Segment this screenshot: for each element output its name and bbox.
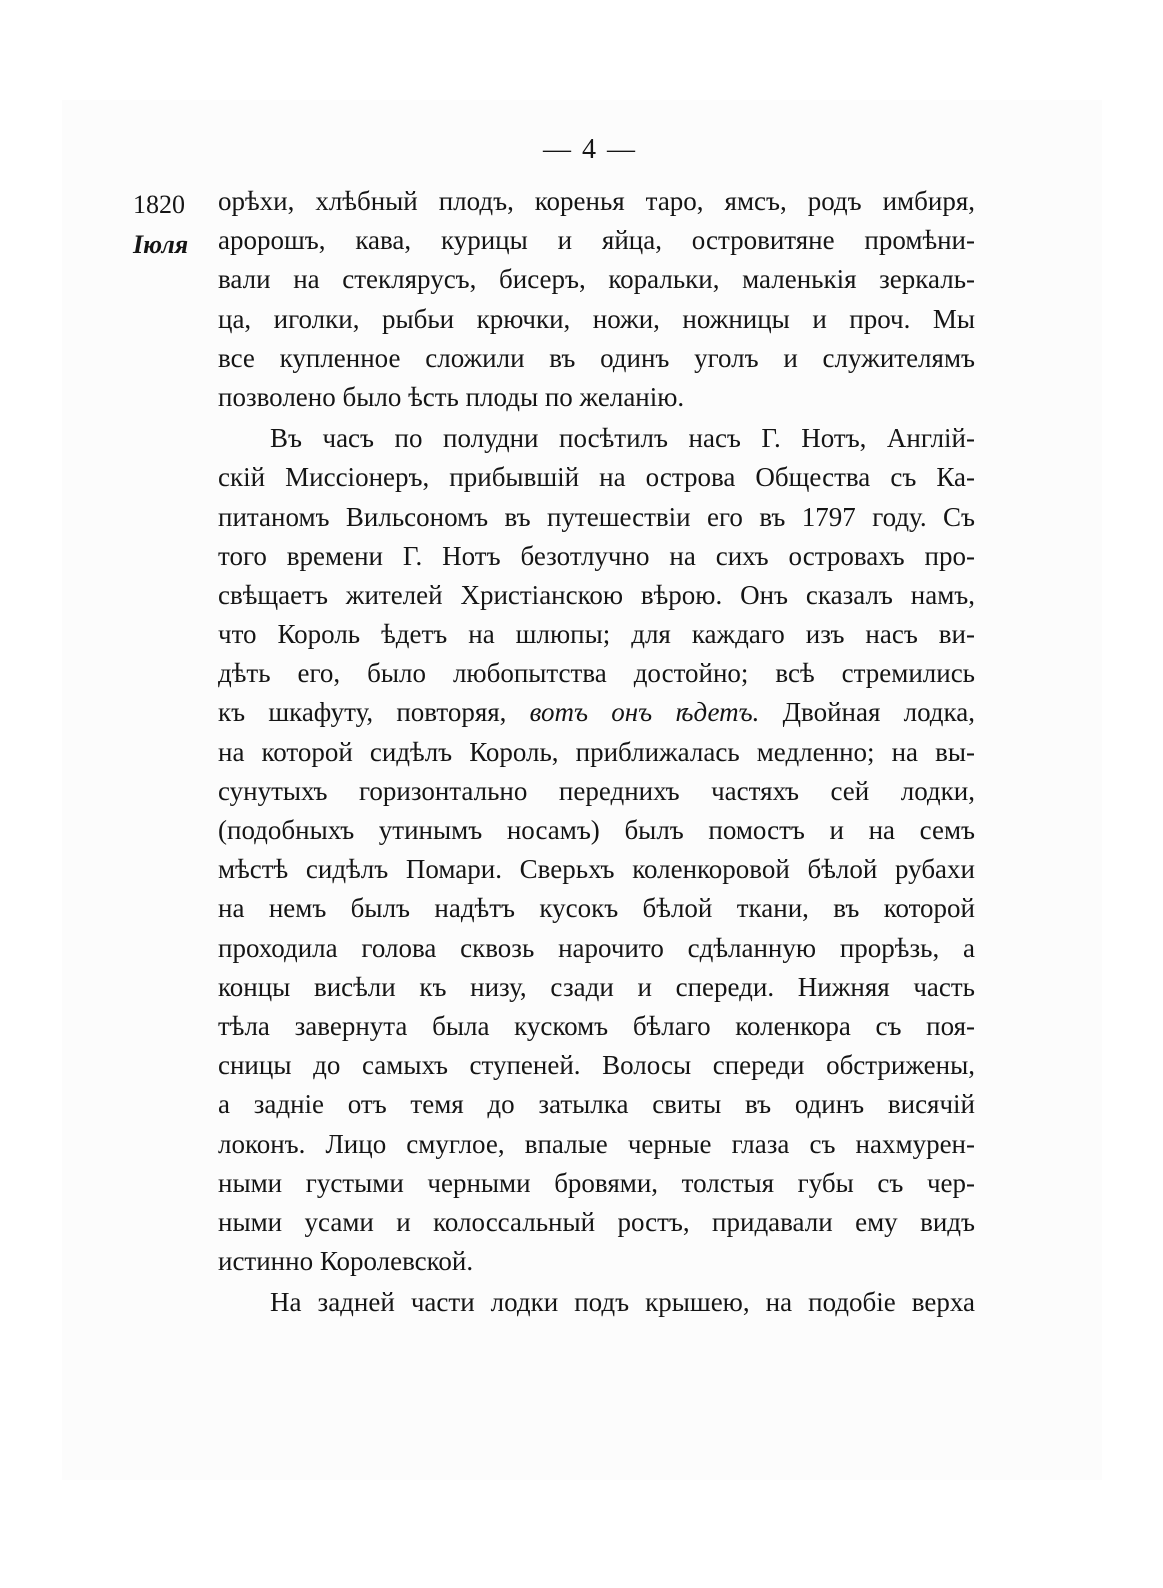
text-line-with-quote — [218, 693, 975, 732]
page-number: — 4 — — [543, 134, 637, 165]
text-line: (подобныхъ утинымъ носамъ) былъ помостъ и на семъ — [218, 815, 975, 845]
paragraph-start-line: На задней части лодки подъ крышею, на подобіе верха — [270, 1287, 975, 1318]
text-line: что Король ѣдетъ на шлюпы; для каждаго изъ насъ ви- — [218, 619, 975, 650]
text-line: позволено было ѣсть плоды по желанію. — [218, 381, 685, 412]
text-line: локонъ. Лицо смуглое, впалые черные глаза съ нахмурен- — [218, 1128, 975, 1159]
italic-quote: вотъ онъ ѣдетъ. — [529, 697, 760, 728]
text-line: орѣхи, хлѣбный плодъ, коренья таро, ямсъ, родъ имбиря, — [218, 186, 975, 216]
margin-year: 1820 — [133, 190, 185, 219]
text-line: вали на стеклярусъ, бисеръ, коральки, маленькія зеркаль- — [218, 264, 975, 295]
text-line: ными густыми черными бровями, толстыя губы съ чер- — [218, 1167, 975, 1198]
text-line: а задніе отъ темя до затылка свиты въ одинъ висячій — [218, 1089, 975, 1120]
text-line: на немъ былъ надѣтъ кусокъ бѣлой ткани, въ которой — [218, 893, 975, 924]
margin-month: Іюля — [133, 230, 189, 259]
text-segment: Двойная лодка, — [759, 697, 975, 728]
text-line: тѣла завернута была кускомъ бѣлаго коленкора съ поя- — [218, 1010, 975, 1041]
text-segment: къ шкафуту, повторяя, — [218, 697, 530, 728]
text-line: дѣть его, было любопытства достойно; всѣ стремились — [218, 658, 975, 689]
text-line: мѣстѣ сидѣлъ Помари. Сверьхъ коленкоровой бѣлой рубахи — [218, 854, 975, 885]
text-line: проходила голова сквозь нарочито сдѣланную прорѣзь, а — [218, 932, 975, 963]
text-line: сунутыхъ горизонтально переднихъ частяхъ сей лодки, — [218, 775, 975, 806]
text-line: того времени Г. Нотъ безотлучно на сихъ островахъ про- — [218, 540, 975, 571]
text-line: все купленное сложили въ одинъ уголъ и служителямъ — [218, 342, 975, 373]
text-line: сницы до самыхъ ступеней. Волосы спереди обстрижены, — [218, 1050, 975, 1081]
text-line: питаномъ Вильсономъ въ путешествіи его въ 1797 году. Съ — [218, 501, 975, 532]
text-line: истинно Королевской. — [218, 1246, 474, 1277]
text-line: ца, иголки, рыбьи крючки, ножи, ножницы и проч. Мы — [218, 303, 975, 334]
text-line: ными усами и колоссальный ростъ, придавали ему видъ — [218, 1206, 975, 1237]
text-line: аророшъ, кава, курицы и яйца, островитяне промѣни- — [218, 225, 975, 256]
body-text — [218, 182, 975, 1322]
text-line: концы висѣли къ низу, сзади и спереди. Нижняя часть — [218, 971, 975, 1002]
text-line: скій Миссіонеръ, прибывшій на острова Общества съ Ка- — [218, 462, 975, 493]
paragraph-start-line: Въ часъ по полудни посѣтилъ насъ Г. Нотъ, Англій- — [270, 423, 975, 454]
text-line: на которой сидѣлъ Король, приближалась медленно; на вы- — [218, 736, 975, 767]
text-line: свѣщаетъ жителей Христіанскою вѣрою. Онъ сказалъ намъ, — [218, 579, 975, 610]
